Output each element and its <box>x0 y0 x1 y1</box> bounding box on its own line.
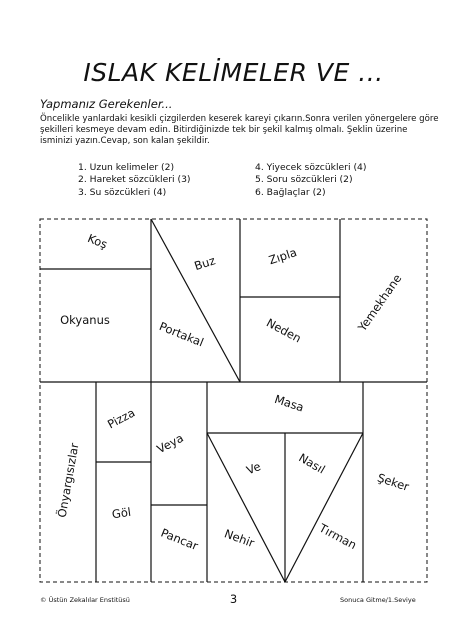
category-item: 1. Uzun kelimeler (2) <box>78 162 175 173</box>
footer-series: Sonuca Gitme/1.Seviye <box>340 596 416 604</box>
word-yemekhane: Yemekhane <box>354 271 405 334</box>
footer-copyright: © Üstün Zekalılar Enstitüsü <box>40 596 130 604</box>
page-number: 3 <box>229 592 238 606</box>
word-kos: Koş <box>85 231 110 252</box>
puzzle-words <box>53 231 411 553</box>
word-buz: Buz <box>192 253 218 274</box>
word-veya: Veya <box>154 430 186 457</box>
category-item: 4. Yiyecek sözcükleri (4) <box>255 162 367 173</box>
cut-lines <box>40 219 427 582</box>
word-portakal: Portakal <box>157 319 206 350</box>
instructions-text: Öncelikle yanlardaki kesikli çizgilerden keserek kareyi çıkarın.Sonra verilen yönergelere göre şekilleri kesmeye devam edin. Bitirdiğinizde tek bir şekil kalmış olmalı. Şeklin üzerine isminizi yazın.Cevap, son kalan şekildir. <box>40 114 439 146</box>
category-item: 5. Soru sözcükleri (2) <box>255 174 353 186</box>
word-seker: Şeker <box>375 470 411 494</box>
word-onyargisizlar: Önyargısızlar <box>54 441 82 519</box>
category-item: 6. Bağlaçlar (2) <box>255 186 326 198</box>
category-item: 3. Su sözcükleri (4) <box>78 186 167 198</box>
word-nehir: Nehir <box>222 526 257 551</box>
word-pizza: Pizza <box>105 405 138 432</box>
word-gol: Göl <box>110 504 132 522</box>
dashed-cut-border[interactable] <box>40 219 427 582</box>
word-zipla: Zıpla <box>266 245 299 268</box>
word-ve: Ve <box>244 459 263 478</box>
word-okyanus: Okyanus <box>60 313 110 327</box>
word-tirman: Tırman <box>316 520 359 553</box>
page-title: ISLAK KELİMELER VE ... <box>83 58 384 87</box>
category-item: 2. Hareket sözcükleri (3) <box>78 174 191 186</box>
section-heading: Yapmanız Gerekenler... <box>40 97 173 111</box>
word-pancar: Pancar <box>158 525 201 554</box>
word-nasil: Nasıl <box>296 450 328 477</box>
word-neden: Neden <box>264 315 304 346</box>
word-masa: Masa <box>272 391 306 415</box>
